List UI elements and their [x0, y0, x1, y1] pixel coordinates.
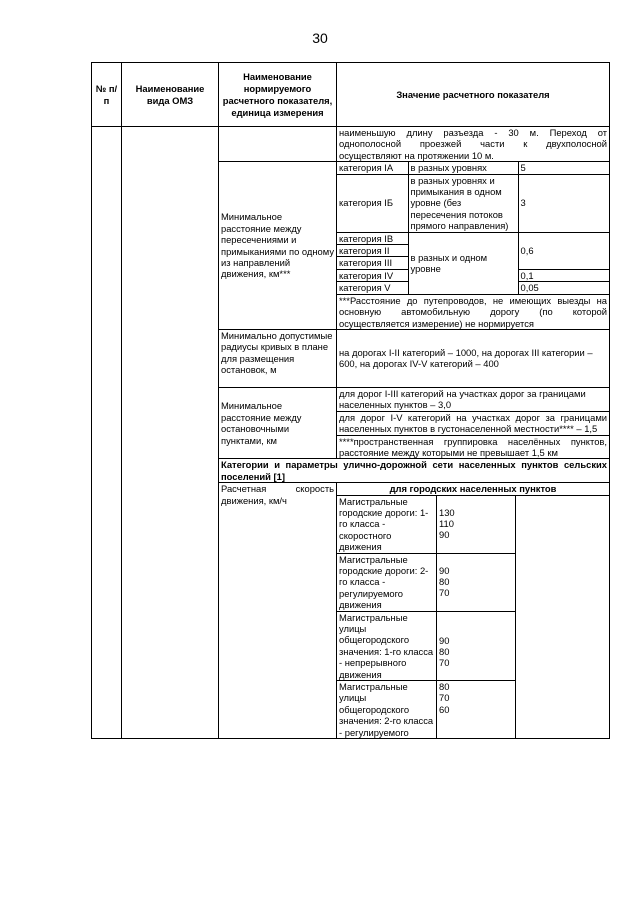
- indicator-cell: [219, 127, 337, 162]
- header-indicator: Наименование нормируемого расчетного показателя, единица измерения: [219, 63, 337, 127]
- header-row: [92, 63, 610, 127]
- top-note: наименьшую длину разъезда - 30 м. Переход от однополосной проезжей части к двухполосной осуществляют на протяжении 10 м.: [337, 127, 610, 162]
- stops-value-3: ****пространственная группировка населённых пунктов, расстояние между которыми не превышает 1,5 км: [339, 435, 607, 458]
- stops-label: Минимальное расстояние между остановочными пунктами, км: [219, 387, 337, 458]
- intersections-subtable: [337, 162, 609, 329]
- cat-iv-b: категория IВ: [337, 232, 408, 244]
- speed-road-name: Магистральные городские дороги: 1-го класса - скоростного движения: [337, 496, 437, 553]
- cat-ii: категория II: [337, 245, 408, 257]
- cond-ib: в разных уровнях и примыкания в одном уровне (без пересечения потоков прямого направления): [408, 174, 518, 232]
- val-iv: 0,1: [518, 269, 609, 281]
- type-cell: [122, 127, 219, 739]
- stops-value-1: для дорог I-III категорий на участках дорог за границами населенных пунктов – 3,0: [337, 388, 609, 411]
- stops-value-2: для дорог I-V категорий на участках дорог за границами населенных пунктов в густонаселенной местности**** – 1,5: [339, 411, 607, 435]
- intersections-label: Минимальное расстояние между пересечениями и примыканиями по одному из направлений движения, км***: [219, 162, 337, 330]
- speed-row: [337, 681, 515, 738]
- val-ib: 3: [518, 174, 609, 232]
- norms-table: [91, 62, 610, 739]
- cond-ia: в разных уровнях: [408, 162, 518, 174]
- cat-iv: категория IV: [337, 269, 408, 281]
- cat-v: категория V: [337, 282, 408, 294]
- curves-value: на дорогах I-II категорий – 1000, на дорогах III категории – 600, на дорогах IV-V категорий – 400: [337, 329, 610, 387]
- cond-group: в разных и одном уровне: [408, 232, 518, 294]
- speed-road-name: Магистральные городские дороги: 2-го класса - регулируемого движения: [337, 554, 437, 611]
- intersections-note: ***Расстояние до путепроводов, не имеющих выезды на основную автомобильную дорогу (по которой осуществляется измерение) не нормируется: [339, 294, 607, 329]
- speed-row: [337, 496, 515, 554]
- speed-values: 90 80 70: [439, 564, 450, 599]
- cat-ib: категория IБ: [337, 174, 408, 232]
- header-num: № п/п: [92, 63, 122, 127]
- num-cell: [92, 127, 122, 739]
- speed-values: 130 110 90: [439, 506, 455, 541]
- speed-road-name: Магистральные улицы общегородского значения: 1-го класса - непрерывного движения: [337, 612, 437, 680]
- section-title: Категории и параметры улично-дорожной сети населенных пунктов сельских поселений [1]: [219, 459, 610, 483]
- cat-ia: категория IА: [337, 162, 408, 174]
- speed-row: [337, 554, 515, 612]
- speed-label: Расчетная скорость движения, км/ч: [219, 483, 337, 739]
- header-type: Наименование вида ОМЗ: [122, 63, 219, 127]
- speed-row: [337, 612, 515, 681]
- val-ii-iii: 0,6: [518, 232, 609, 269]
- val-v: 0,05: [518, 282, 609, 294]
- speed-values: 80 70 60: [439, 681, 450, 715]
- page-number: 30: [312, 30, 328, 46]
- table-row: [92, 127, 610, 162]
- speed-subheader: для городских населенных пунктов: [337, 483, 609, 495]
- cat-iii: категория III: [337, 257, 408, 269]
- val-ia: 5: [518, 162, 609, 174]
- speed-values: 90 80 70: [439, 634, 450, 669]
- header-value: Значение расчетного показателя: [337, 63, 610, 127]
- speed-road-name: Магистральные улицы общегородского значения: 2-го класса - регулируемого: [337, 681, 437, 738]
- curves-label: Минимально допустимые радиусы кривых в плане для размещения остановок, м: [219, 329, 337, 387]
